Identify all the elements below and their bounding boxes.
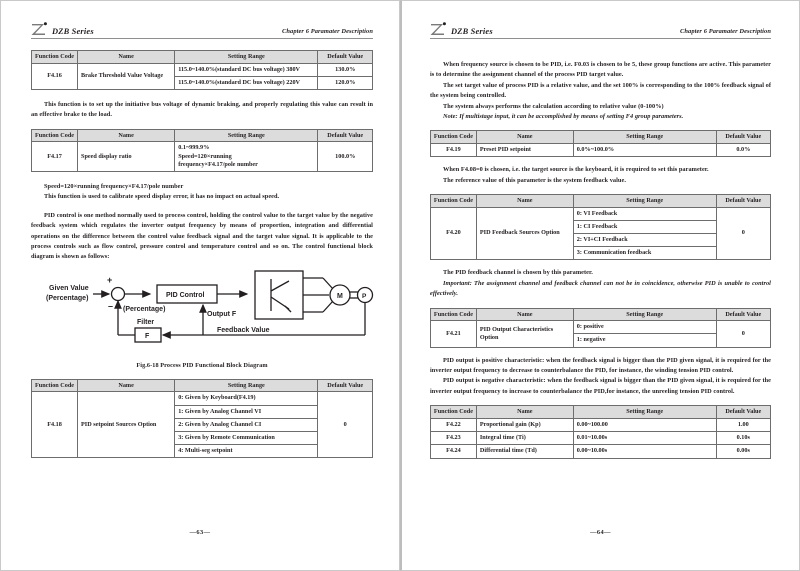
brand-name: DZB Series: [52, 26, 94, 36]
cell-value: 0.0%: [716, 144, 770, 157]
cell-range-option: 4: Multi-seg setpoint: [175, 445, 318, 458]
cell-name: Integral time (Ti): [476, 432, 573, 445]
paragraph-speed-formula: Speed=120×running frequency×F4.17/pole number: [44, 183, 184, 191]
th-setting-range: Setting Range: [573, 406, 716, 419]
cell-name: Proportional gain (Kp): [476, 418, 573, 431]
table-header-row: [431, 406, 771, 419]
paragraph-f419-2: The reference value of this parameter is the system feedback value.: [443, 176, 626, 184]
figure-label-minus: –: [108, 300, 114, 311]
th-function-code: Function Code: [32, 129, 78, 142]
table-f418: [31, 379, 373, 459]
page-header-right: [430, 13, 771, 39]
paragraph-f420-1: The PID feedback channel is chosen by this parameter.: [443, 269, 593, 277]
page-number-right: —64—: [590, 529, 611, 536]
th-function-code: Function Code: [431, 131, 477, 144]
table-row: [431, 418, 771, 431]
cell-range: 0.01~10.00s: [573, 432, 716, 445]
paragraph-intro-1: When frequency source is chosen to be PID, i.e. F0.03 is chosen to be 5, these group functions are active. This parameter is to determine the assignment channel of the process PID target value.: [430, 61, 771, 79]
th-default-value: Default Value: [716, 131, 770, 144]
table-row: [32, 142, 373, 172]
cell-value: 130.0%: [318, 63, 373, 76]
paragraph-f421-positive: PID output is positive characteristic: when the feedback signal is bigger than the PID given signal, it is required for the inverter output frequency to decrease to counterbalance the PID, for instance, the winding tension PID control.: [430, 356, 771, 375]
table-header-row: [32, 51, 373, 64]
cell-range-option: 3: Communication feedback: [573, 247, 716, 260]
th-function-code: Function Code: [32, 379, 78, 392]
cell-code: F4.21: [431, 321, 477, 347]
th-setting-range: Setting Range: [175, 129, 318, 142]
table-row: [32, 63, 373, 76]
table-f421: [430, 308, 771, 348]
figure-label-motor: M: [337, 292, 343, 300]
cell-code: F4.18: [32, 392, 78, 458]
th-default-value: Default Value: [716, 195, 770, 208]
figure-label-output-f: Output F: [207, 310, 237, 318]
brand-block: [31, 22, 94, 37]
table-row: [431, 144, 771, 157]
page-header-left: [31, 13, 373, 39]
cell-value: 1.00: [716, 418, 770, 431]
table-row: [431, 445, 771, 458]
cell-range-option: 0: positive: [573, 321, 716, 334]
cell-name: Differential time (Td): [476, 445, 573, 458]
th-default-value: Default Value: [318, 379, 373, 392]
cell-name: PID Output Characteristics Option: [476, 321, 573, 347]
paragraph-pid-description: PID control is one method normally used to process control, holding the control value to the target value by the negative feedback system which regulates the inverter output frequency by means of proportion, integration and differential operations on the difference between the control value feedback signal and the target value signal. It is applicable to the process controls such as flow control, pressure control and temperature control and so on. The control functional block diagram is shown as follows:: [31, 211, 373, 261]
cell-name: PID Feedback Sources Option: [476, 207, 573, 260]
cell-code: F4.22: [431, 418, 477, 431]
cell-code: F4.16: [32, 63, 78, 89]
table-f420: [430, 194, 771, 260]
figure-label-pid-control: PID Control: [166, 291, 205, 299]
cell-range-option: 2: VI+CI Feedback: [573, 234, 716, 247]
paragraph-f421-negative: PID output is negative characteristic: when the feedback signal is bigger than the PID given signal, it is required for the inverter output frequency to increase to counterbalance the PID,for instance, the unreeling tension PID control.: [430, 377, 771, 395]
table-row: [431, 432, 771, 445]
table-row: [32, 392, 373, 405]
pid-block-diagram: [31, 269, 373, 361]
th-name: Name: [476, 406, 573, 419]
cell-name: Brake Threshold Value Voltage: [78, 63, 175, 89]
range-line: Speed=120×running: [178, 152, 232, 160]
chapter-title: Chapter 6 Paramater Description: [680, 27, 771, 35]
th-name: Name: [78, 129, 175, 142]
figure-caption: Fig.6-18 Process PID Functional Block Diagram: [136, 361, 268, 369]
paragraph-f419-1: When F4.08=0 is chosen, i.e. the target source is the keyboard, it is required to set this parameter.: [443, 166, 709, 174]
table-header-row: [32, 379, 373, 392]
page-number-left: —63—: [189, 529, 211, 536]
cell-range-option: 3: Given by Remote Communication: [175, 432, 318, 445]
cell-value: 120.0%: [318, 76, 373, 89]
cell-range-option: 2: Given by Analog Channel CI: [175, 418, 318, 431]
table-row: [431, 207, 771, 220]
cell-range: 115.0~140.0%(standard DC bus voltage) 380V: [175, 63, 318, 76]
cell-code: F4.20: [431, 207, 477, 260]
table-f419: [430, 130, 771, 157]
table-row: [431, 321, 771, 334]
th-function-code: Function Code: [32, 51, 78, 64]
th-setting-range: Setting Range: [573, 195, 716, 208]
th-function-code: Function Code: [431, 195, 477, 208]
cell-value: 0: [716, 207, 770, 260]
th-setting-range: Setting Range: [573, 308, 716, 321]
brand-name: DZB Series: [451, 26, 493, 36]
paragraph-f417-description: This function is used to calibrate speed display error, it has no impact on actual speed.: [44, 193, 280, 201]
paragraph-note: Note: If multistage input, it can be accomplished by means of setting F4 group parameters.: [443, 113, 684, 121]
paragraph-f416-description: This function is to set up the initiative bus voltage of dynamic braking, and properly regulating this value can result in an effective brake to the load.: [31, 101, 373, 119]
cell-name: PID setpoint Sources Option: [78, 392, 175, 458]
th-setting-range: Setting Range: [175, 51, 318, 64]
figure-label-plus: +: [107, 274, 113, 285]
cell-range-option: 0: Given by Keyboard(F4.19): [175, 392, 318, 405]
cell-range-option: 0: VI Feedback: [573, 207, 716, 220]
figure-label-filter-box: F: [145, 332, 150, 340]
cell-value: 0.10s: [716, 432, 770, 445]
th-name: Name: [78, 51, 175, 64]
th-setting-range: Setting Range: [175, 379, 318, 392]
th-name: Name: [476, 131, 573, 144]
cell-range-option: 1: negative: [573, 334, 716, 347]
table-f422-f424: [430, 405, 771, 458]
page-right: [400, 0, 800, 571]
table-header-row: [431, 195, 771, 208]
table-header-row: [431, 308, 771, 321]
cell-name: Preset PID setpoint: [476, 144, 573, 157]
paragraph-intro-2: The set target value of process PID is a relative value, and the set 100% is corresponding to the 100% feedback signal of the system being controlled.: [430, 81, 771, 100]
cell-value: 0: [716, 321, 770, 347]
cell-value: 100.0%: [318, 142, 373, 172]
cell-range-option: 1: CI Feedback: [573, 220, 716, 233]
dzb-logo-icon: [430, 22, 447, 37]
cell-code: F4.24: [431, 445, 477, 458]
paragraph-intro-3: The system always performs the calculation according to relative value (0-100%): [443, 102, 664, 110]
range-line: frequency×F4.17/pole number: [178, 160, 258, 168]
th-function-code: Function Code: [431, 406, 477, 419]
th-setting-range: Setting Range: [573, 131, 716, 144]
dzb-logo-icon: [31, 22, 48, 37]
th-name: Name: [476, 195, 573, 208]
table-header-row: [431, 131, 771, 144]
figure-label-given-percentage: (Percentage): [46, 294, 89, 302]
brand-block: [430, 22, 493, 37]
cell-range: 115.0~140.0%(standard DC bus voltage) 220V: [175, 76, 318, 89]
cell-range: 0.00~100.00: [573, 418, 716, 431]
cell-range: 0.0%~100.0%: [573, 144, 716, 157]
cell-range: [175, 142, 318, 172]
th-function-code: Function Code: [431, 308, 477, 321]
cell-value: 0.00s: [716, 445, 770, 458]
table-f416: [31, 50, 373, 90]
figure-label-sensor: P: [362, 292, 367, 300]
figure-label-feedback-value: Feedback Value: [217, 326, 270, 334]
th-name: Name: [476, 308, 573, 321]
cell-name: Speed display ratio: [78, 142, 175, 172]
chapter-title: Chapter 6 Paramater Description: [282, 27, 373, 35]
cell-range: 0.00~10.00s: [573, 445, 716, 458]
range-line: 0.1~999.9%: [178, 144, 210, 152]
cell-range-option: 1: Given by Analog Channel VI: [175, 405, 318, 418]
table-header-row: [32, 129, 373, 142]
th-default-value: Default Value: [716, 406, 770, 419]
cell-code: F4.19: [431, 144, 477, 157]
table-f417: [31, 129, 373, 172]
figure-label-filter: Filter: [137, 318, 155, 326]
cell-code: F4.17: [32, 142, 78, 172]
figure-label-given-value: Given Value: [49, 284, 89, 292]
figure-label-percentage: (Percentage): [123, 305, 166, 313]
th-default-value: Default Value: [716, 308, 770, 321]
th-default-value: Default Value: [318, 51, 373, 64]
cell-code: F4.23: [431, 432, 477, 445]
th-name: Name: [78, 379, 175, 392]
th-default-value: Default Value: [318, 129, 373, 142]
paragraph-f420-important: Important: The assignment channel and feedback channel can not be in coincidence, otherwise PID is unable to control effectively.: [430, 279, 771, 298]
cell-value: 0: [318, 392, 373, 458]
